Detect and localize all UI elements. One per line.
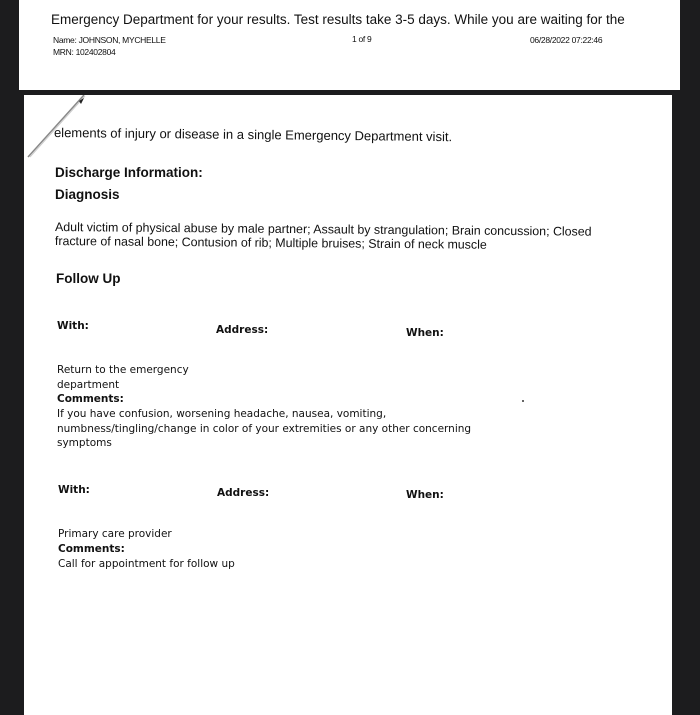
diagnosis-heading: Diagnosis <box>55 187 120 202</box>
previous-page-body <box>51 0 625 29</box>
follow-up-1-with-line-2: department <box>57 379 120 391</box>
follow-up-2-with-label: With: <box>58 484 90 496</box>
scan-speck <box>522 400 524 402</box>
follow-up-1-comment-line-3: symptoms <box>57 437 112 449</box>
previous-page-sheet <box>19 0 680 90</box>
print-datetime: 06/28/2022 07:22:46 <box>530 35 603 45</box>
follow-up-1-when-label: When: <box>406 327 444 339</box>
current-page-sheet <box>24 95 672 715</box>
follow-up-1-comments-label: Comments: <box>57 393 124 405</box>
follow-up-heading: Follow Up <box>56 271 121 286</box>
diagnosis-text: Adult victim of physical abuse by male partner; Assault by strangulation; Brain concussion; Closed fracture of nasal bone; Contusion of rib; Multiple bruises; Strain of neck muscle <box>54 220 592 252</box>
follow-up-1-comment-line-1: If you have confusion, worsening headache, nausea, vomiting, <box>57 408 387 420</box>
follow-up-1-comment-line-2: numbness/tingling/change in color of your extremities or any other concerning <box>57 423 472 435</box>
patient-mrn: MRN: 102402804 <box>53 47 116 57</box>
follow-up-1-with-line-1: Return to the emergency <box>57 364 189 376</box>
patient-name: Name: JOHNSON, MYCHELLE <box>53 35 166 45</box>
follow-up-2-comment-line-1: Call for appointment for follow up <box>58 558 235 570</box>
previous-page-body-line: Emergency Department for your results. Test results take 3-5 days. While you are waiting for the <box>51 12 625 27</box>
discharge-heading: Discharge Information: <box>55 165 203 180</box>
follow-up-1-with-label: With: <box>57 320 89 332</box>
intro-text: elements of injury or disease in a single Emergency Department visit. <box>53 125 453 145</box>
follow-up-2-address-label: Address: <box>217 487 270 499</box>
previous-page-partial-line <box>51 0 625 10</box>
page-number: 1 of 9 <box>352 34 372 44</box>
follow-up-2-with-line-1: Primary care provider <box>58 528 172 540</box>
follow-up-2-comments-label: Comments: <box>58 543 125 555</box>
follow-up-2-when-label: When: <box>406 489 444 501</box>
follow-up-1-address-label: Address: <box>216 324 269 336</box>
